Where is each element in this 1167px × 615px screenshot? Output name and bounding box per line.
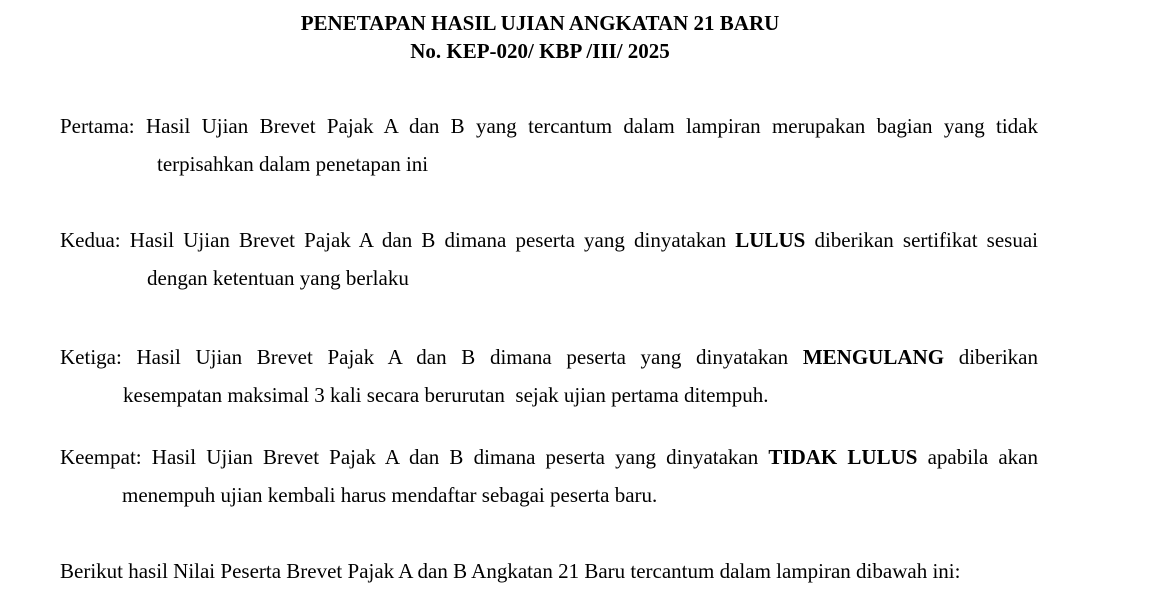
paragraph-kedua-text-pre: Kedua: Hasil Ujian Brevet Pajak A dan B dimana peserta yang dinyatakan [60,228,736,252]
document-number: No. KEP-020/ KBP /III/ 2025 [410,39,670,63]
paragraph-pertama-line2: terpisahkan dalam penetapan ini [157,152,429,176]
closing-line: Berikut hasil Nilai Peserta Brevet Pajak A dan B Angkatan 21 Baru tercantum dalam lampiran dibawah ini: [60,559,961,583]
paragraph-ketiga [60,338,1038,414]
paragraph-pertama-text: Pertama: Hasil Ujian Brevet Pajak A dan B yang tercantum dalam lampiran merupakan bagian yang tidak [60,114,1038,138]
paragraph-pertama [60,107,1038,183]
paragraph-ketiga-line1 [60,338,1038,376]
paragraph-keempat-text-pre: Keempat: Hasil Ujian Brevet Pajak A dan B dimana peserta yang dinyatakan [60,445,769,469]
paragraph-pertama-line1 [60,107,1038,145]
verdict-lulus: LULUS [735,228,806,252]
verdict-mengulang: MENGULANG [802,345,945,369]
paragraph-ketiga-text-pre: Ketiga: Hasil Ujian Brevet Pajak A dan B dimana peserta yang dinyatakan [60,345,803,369]
paragraph-ketiga-line2: kesempatan maksimal 3 kali secara berurutan sejak ujian pertama ditempuh. [123,383,769,407]
document-content [60,9,1038,590]
paragraph-ketiga-text-post: diberikan [944,345,1039,369]
paragraph-keempat-text-post: apabila akan [917,445,1038,469]
paragraph-kedua-text-post: diberikan sertifikat sesuai [805,228,1038,252]
paragraph-keempat-line1 [60,438,1038,476]
paragraph-keempat [60,438,1038,514]
paragraph-keempat-line2: menempuh ujian kembali harus mendaftar sebagai peserta baru. [122,483,658,507]
paragraph-kedua-line2: dengan ketentuan yang berlaku [147,266,409,290]
document-title: PENETAPAN HASIL UJIAN ANGKATAN 21 BARU [300,11,780,35]
document-title-block [60,9,1038,65]
paragraph-kedua-line1 [60,221,1038,259]
verdict-tidak-lulus: TIDAK LULUS [768,445,918,469]
paragraph-kedua [60,221,1038,297]
